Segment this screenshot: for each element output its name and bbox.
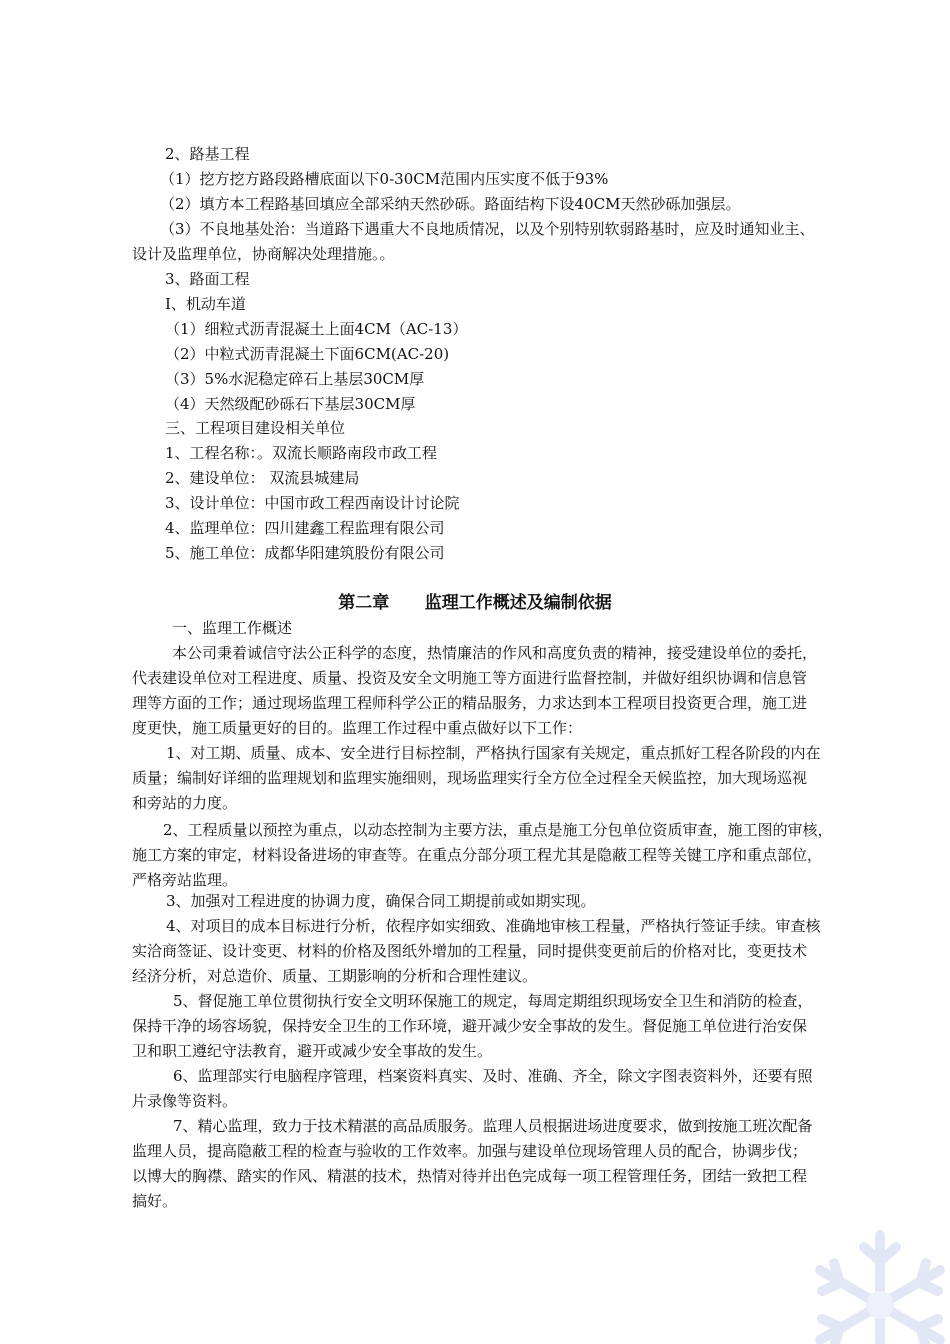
pavement-subtitle: Ⅰ、机动车道 <box>165 295 246 313</box>
chapter-heading: 第二章 监理工作概述及编制依据 <box>338 593 612 613</box>
paragraph-2-line: 施工方案的审定，材料设备进场的审查等。在重点分部分项工程尤其是隐蔽工程等关键工序和重点部位， <box>132 846 823 864</box>
paragraph-4-line: 经济分析，对总造价、质量、工期影响的分析和合理性建议。 <box>132 967 538 985</box>
section-units-title: 三、工程项目建设相关单位 <box>165 419 346 437</box>
intro-line: 理等方面的工作；通过现场监理工程师科学公正的精品服务，力求达到本工程项目投资更合理，施工进 <box>132 694 808 712</box>
paragraph-7-line: 监理人员，提高隐蔽工程的检查与验收的工作效率。加强与建设单位现场管理人员的配合，协调步伐； <box>132 1142 808 1160</box>
paragraph-1-line: 1、对工期、质量、成本、安全进行目标控制，严格执行国家有关规定，重点抓好工程各阶段的内在 <box>166 744 821 762</box>
section-pavement-title: 3、路面工程 <box>165 270 250 288</box>
paragraph-2-line: 2、工程质量以预控为重点，以动态控制为主要方法，重点是施工分包单位资质审查，施工图的审核， <box>163 821 833 839</box>
paragraph-5-line: 5、督促施工单位贯彻执行安全文明环保施工的规定，每周定期组织现场安全卫生和消防的检查， <box>173 992 813 1010</box>
paragraph-4-line: 实洽商签证、设计变更、材料的价格及图纸外增加的工程量，同时提供变更前后的价格对比，变更技术 <box>132 942 808 960</box>
unit-item: 1、工程名称：。双流长顺路南段市政工程 <box>165 444 438 462</box>
paragraph-2-line: 严格旁站监理。 <box>132 871 238 889</box>
intro-line: 本公司秉着诚信守法公正科学的态度，热情廉洁的作风和高度负责的精神，接受建设单位的委托， <box>172 644 818 662</box>
unit-item: 5、施工单位：成都华阳建筑股份有限公司 <box>165 544 445 562</box>
pavement-layer: （2）中粒式沥青混凝土下面6CM(AC-20) <box>165 345 450 363</box>
paragraph-4-line: 4、对项目的成本目标进行分析，依程序如实细致、准确地审核工程量，严格执行签证手续。审查核 <box>166 917 821 935</box>
snowflake-watermark-icon <box>760 1180 950 1344</box>
paragraph-5-line: 卫和职工遵纪守法教育，避开或减少安全事故的发生。 <box>132 1042 493 1060</box>
unit-item: 4、监理单位：四川建鑫工程监理有限公司 <box>165 519 445 537</box>
paragraph-7-line: 搞好。 <box>132 1192 178 1210</box>
roadbed-item-3-line-2: 设计及监理单位，协商解决处理措施。。 <box>132 245 395 263</box>
paragraph-1-line: 和旁站的力度。 <box>132 794 238 812</box>
pavement-layer: （1）细粒式沥青混凝土上面4CM（AC-13） <box>165 320 468 338</box>
unit-item: 2、建设单位： 双流县城建局 <box>165 469 360 487</box>
unit-item: 3、设计单位：中国市政工程西南设计讨论院 <box>165 494 460 512</box>
paragraph-6-line: 片录像等资料。 <box>132 1092 238 1110</box>
pavement-layer: （3）5%水泥稳定碎石上基层30CM厚 <box>165 370 425 388</box>
paragraph-5-line: 保持干净的场容场貌，保持安全卫生的工作环境，避开减少安全事故的发生。督促施工单位进行治安保 <box>132 1017 808 1035</box>
paragraph-1-line: 质量；编制好详细的监理规划和监理实施细则，现场监理实行全方位全过程全天候监控，加大现场巡视 <box>132 769 808 787</box>
paragraph-7-line: 以博大的胸襟、踏实的作风、精湛的技术，热情对待并出色完成每一项工程管理任务，团结一致把工程 <box>132 1167 808 1185</box>
overview-title: 一、监理工作概述 <box>172 619 293 637</box>
roadbed-item-3-line-1: （3）不良地基处治：当道路下遇重大不良地质情况，以及个别特别软弱路基时，应及时通知业主、 <box>160 220 815 238</box>
paragraph-7-line: 7、精心监理，致力于技术精湛的高品质服务。监理人员根据进场进度要求，做到按施工班次配备 <box>173 1117 813 1135</box>
pavement-layer: （4）天然级配砂砾石下基层30CM厚 <box>165 395 416 413</box>
intro-line: 代表建设单位对工程进度、质量、投资及安全文明施工等方面进行监督控制，并做好组织协调和信息管 <box>132 669 808 687</box>
section-roadbed-title: 2、路基工程 <box>165 145 250 163</box>
roadbed-item-2: （2）填方本工程路基回填应全部采纳天然砂砾。路面结构下设40CM天然砂砾加强层。 <box>160 195 741 213</box>
paragraph-6-line: 6、监理部实行电脑程序管理，档案资料真实、及时、准确、齐全，除文字图表资料外，还要有照 <box>173 1067 813 1085</box>
paragraph-3-line: 3、加强对工程进度的协调力度，确保合同工期提前或如期实现。 <box>166 892 596 910</box>
intro-line: 度更快，施工质量更好的目的。监理工作过程中重点做好以下工作： <box>132 719 583 737</box>
roadbed-item-1: （1）挖方挖方路段路槽底面以下0-30CM范围内压实度不低于93% <box>160 170 609 188</box>
